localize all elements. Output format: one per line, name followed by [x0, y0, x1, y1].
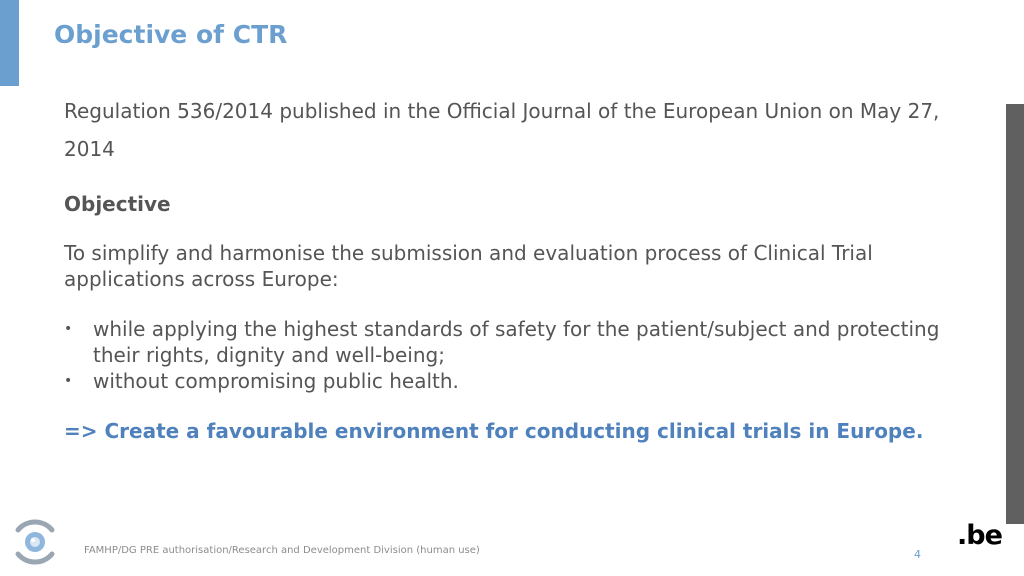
objective-heading: Objective	[64, 192, 171, 216]
slide-title: Objective of CTR	[54, 20, 288, 49]
intro-text: Regulation 536/2014 published in the Official Journal of the European Union on May 27, 2014	[64, 99, 940, 161]
page-number: 4	[914, 548, 921, 561]
bullet-list	[64, 316, 984, 394]
list-item	[64, 368, 984, 394]
bullet-icon: •	[64, 373, 73, 389]
bullet-text: without compromising public health.	[93, 369, 459, 393]
conclusion-text: => Create a favourable environment for conducting clinical trials in Europe.	[64, 419, 924, 443]
right-side-bar	[1006, 104, 1024, 524]
list-item	[64, 316, 984, 368]
famhp-logo-icon	[10, 514, 60, 570]
bullet-text: while applying the highest standards of safety for the patient/subject and protecting their rights, dignity and well-being;	[93, 317, 940, 367]
objective-text: To simplify and harmonise the submission and evaluation process of Clinical Trial applications across Europe:	[64, 241, 873, 291]
slide-content	[64, 92, 984, 444]
be-logo: .be	[957, 520, 1002, 551]
footer-text: FAMHP/DG PRE authorisation/Research and Development Division (human use)	[84, 545, 480, 556]
title-accent-bar	[0, 0, 19, 86]
bullet-icon: •	[64, 321, 73, 337]
